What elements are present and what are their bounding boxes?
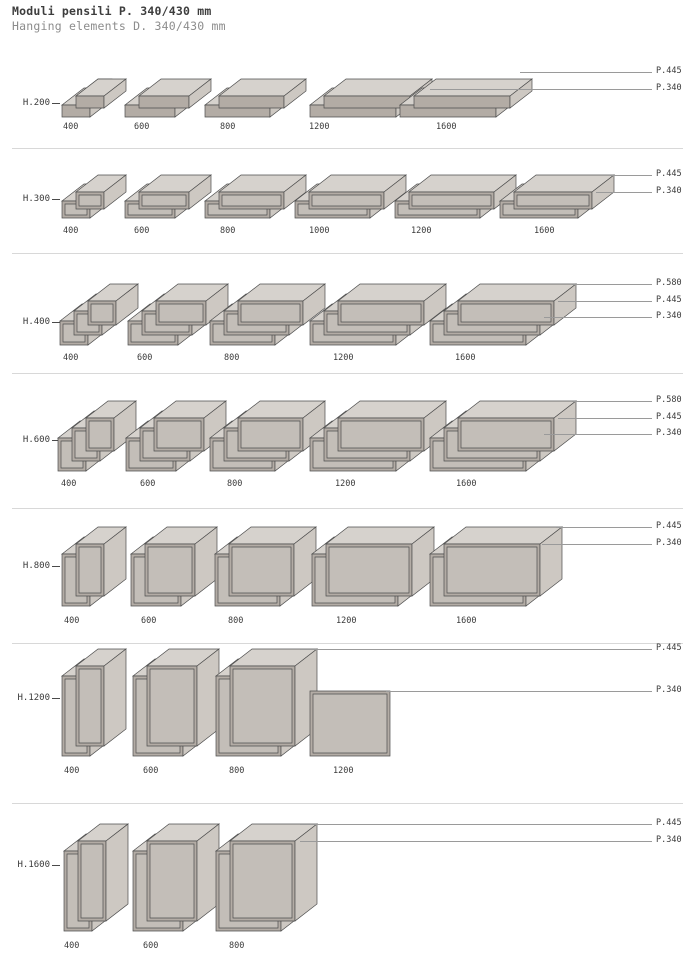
row-label-h400: H.400 bbox=[22, 317, 50, 327]
depth-leader bbox=[572, 284, 652, 285]
depth-label-p340: P.340 bbox=[656, 311, 682, 321]
depth-leader bbox=[596, 192, 652, 193]
module-600 bbox=[125, 175, 211, 218]
size-label: 1200 bbox=[335, 479, 356, 489]
module-800 bbox=[210, 401, 325, 471]
module-1200 bbox=[395, 175, 516, 218]
module-800 bbox=[205, 175, 306, 218]
size-label: 1600 bbox=[456, 616, 477, 626]
depth-label-p445: P.445 bbox=[656, 818, 682, 828]
size-label: 1200 bbox=[411, 226, 432, 236]
row-h400-drawing bbox=[0, 253, 695, 368]
size-label: 1200 bbox=[336, 616, 357, 626]
depth-leader bbox=[430, 89, 652, 90]
size-label: 400 bbox=[64, 616, 80, 626]
size-label: 1600 bbox=[455, 353, 476, 363]
depth-label-p580: P.580 bbox=[656, 278, 682, 288]
module-row-h200 bbox=[0, 0, 695, 140]
module-1600 bbox=[430, 527, 562, 606]
module-400 bbox=[62, 527, 126, 606]
depth-leader bbox=[542, 544, 652, 545]
module-400 bbox=[62, 79, 126, 117]
size-label: 1000 bbox=[309, 226, 330, 236]
size-label: 1200 bbox=[333, 353, 354, 363]
module-row-h1600 bbox=[0, 803, 695, 961]
depth-label-p445: P.445 bbox=[656, 66, 682, 76]
row-label-h200: H.200 bbox=[22, 98, 50, 108]
size-label: 400 bbox=[63, 226, 79, 236]
module-1200 bbox=[310, 401, 446, 471]
size-label: 400 bbox=[61, 479, 77, 489]
size-label: 600 bbox=[141, 616, 157, 626]
module-row-h300 bbox=[0, 148, 695, 248]
row-h1600-drawing bbox=[0, 803, 695, 961]
depth-label-p340: P.340 bbox=[656, 83, 682, 93]
module-row-h1200 bbox=[0, 643, 695, 793]
depth-label-p445: P.445 bbox=[656, 643, 682, 653]
depth-label-p340: P.340 bbox=[656, 835, 682, 845]
size-label: 800 bbox=[228, 616, 244, 626]
module-1200 bbox=[310, 691, 390, 756]
size-label: 600 bbox=[137, 353, 153, 363]
size-label: 1600 bbox=[436, 122, 457, 132]
module-row-h800 bbox=[0, 508, 695, 638]
size-label: 800 bbox=[229, 941, 245, 951]
module-400 bbox=[62, 649, 126, 756]
depth-label-p340: P.340 bbox=[656, 428, 682, 438]
size-label: 800 bbox=[227, 479, 243, 489]
module-400 bbox=[60, 284, 138, 345]
size-label: 1200 bbox=[309, 122, 330, 132]
size-label: 600 bbox=[134, 226, 150, 236]
module-1600 bbox=[430, 284, 576, 345]
page-title-english: Hanging elements D. 340/430 mm bbox=[12, 19, 226, 33]
size-label: 800 bbox=[229, 766, 245, 776]
row-label-h1600: H.1600 bbox=[17, 860, 50, 870]
size-label: 1600 bbox=[456, 479, 477, 489]
module-1000 bbox=[295, 175, 406, 218]
size-label: 800 bbox=[224, 353, 240, 363]
page-title-italian: Moduli pensili P. 340/430 mm bbox=[12, 4, 212, 18]
depth-label-p580: P.580 bbox=[656, 395, 682, 405]
depth-leader bbox=[300, 649, 652, 650]
size-label: 600 bbox=[134, 122, 150, 132]
size-label: 800 bbox=[220, 122, 236, 132]
size-label: 800 bbox=[220, 226, 236, 236]
size-label: 400 bbox=[63, 353, 79, 363]
depth-label-p445: P.445 bbox=[656, 295, 682, 305]
depth-label-p445: P.445 bbox=[656, 521, 682, 531]
depth-leader bbox=[544, 434, 652, 435]
module-600 bbox=[131, 527, 217, 606]
module-400 bbox=[62, 175, 126, 218]
size-label: 600 bbox=[143, 941, 159, 951]
size-label: 600 bbox=[140, 479, 156, 489]
depth-leader bbox=[610, 175, 652, 176]
depth-leader bbox=[520, 72, 652, 73]
module-1200 bbox=[312, 527, 434, 606]
module-row-h600 bbox=[0, 373, 695, 503]
module-600 bbox=[125, 79, 211, 117]
row-label-h1200: H.1200 bbox=[17, 693, 50, 703]
depth-label-p340: P.340 bbox=[656, 538, 682, 548]
depth-label-p340: P.340 bbox=[656, 186, 682, 196]
module-600 bbox=[133, 649, 219, 756]
depth-leader bbox=[572, 401, 652, 402]
row-label-h300: H.300 bbox=[22, 194, 50, 204]
row-h300-drawing bbox=[0, 148, 695, 248]
module-400 bbox=[58, 401, 136, 471]
size-label: 400 bbox=[64, 941, 80, 951]
depth-leader bbox=[558, 418, 652, 419]
row-h200-drawing bbox=[0, 0, 695, 140]
row-label-h800: H.800 bbox=[22, 561, 50, 571]
module-800 bbox=[216, 649, 317, 756]
size-label: 1600 bbox=[534, 226, 555, 236]
depth-leader bbox=[544, 317, 652, 318]
size-label: 1200 bbox=[333, 766, 354, 776]
depth-leader bbox=[300, 841, 652, 842]
size-label: 400 bbox=[63, 122, 79, 132]
size-label: 400 bbox=[64, 766, 80, 776]
depth-leader bbox=[558, 301, 652, 302]
module-1200 bbox=[310, 284, 446, 345]
depth-leader bbox=[556, 527, 652, 528]
depth-label-p445: P.445 bbox=[656, 169, 682, 179]
module-800 bbox=[205, 79, 306, 117]
size-label: 600 bbox=[143, 766, 159, 776]
depth-label-p445: P.445 bbox=[656, 412, 682, 422]
module-400 bbox=[64, 824, 128, 931]
depth-leader bbox=[386, 691, 652, 692]
module-600 bbox=[133, 824, 219, 931]
module-800 bbox=[215, 527, 316, 606]
module-row-h400 bbox=[0, 253, 695, 368]
module-1600 bbox=[500, 175, 614, 218]
depth-leader bbox=[300, 824, 652, 825]
row-label-h600: H.600 bbox=[22, 435, 50, 445]
depth-label-p340: P.340 bbox=[656, 685, 682, 695]
module-1600 bbox=[430, 401, 576, 471]
